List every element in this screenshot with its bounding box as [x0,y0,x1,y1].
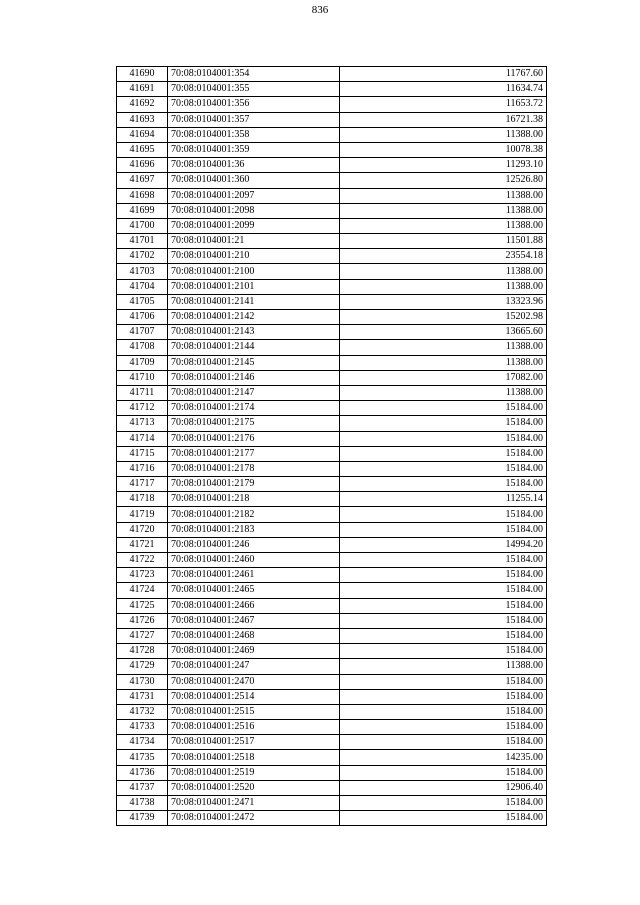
cadastral-number-cell: 70:08:0104001:355 [168,82,340,97]
table-row [117,537,547,552]
cadastral-value-cell: 15184.00 [340,796,547,811]
cadastral-number-cell: 70:08:0104001:2468 [168,628,340,643]
cadastral-value-cell: 15184.00 [340,674,547,689]
cadastral-number-cell: 70:08:0104001:2467 [168,613,340,628]
cadastral-value-cell: 14235.00 [340,750,547,765]
table-row [117,158,547,173]
cadastral-value-cell: 16721.38 [340,112,547,127]
row-number-cell: 41714 [117,431,168,446]
cadastral-number-cell: 70:08:0104001:2146 [168,370,340,385]
table-row [117,294,547,309]
row-number-cell: 41726 [117,613,168,628]
row-number-cell: 41722 [117,553,168,568]
cadastral-number-cell: 70:08:0104001:2466 [168,598,340,613]
cadastral-number-cell: 70:08:0104001:2141 [168,294,340,309]
row-number-cell: 41698 [117,188,168,203]
cadastral-value-cell: 15184.00 [340,583,547,598]
cadastral-value-cell: 15184.00 [340,598,547,613]
row-number-cell: 41724 [117,583,168,598]
row-number-cell: 41701 [117,234,168,249]
row-number-cell: 41725 [117,598,168,613]
cadastral-number-cell: 70:08:0104001:246 [168,537,340,552]
row-number-cell: 41697 [117,173,168,188]
table-row [117,780,547,795]
cadastral-value-cell: 15184.00 [340,477,547,492]
cadastral-number-cell: 70:08:0104001:2460 [168,553,340,568]
cadastral-value-cell: 15184.00 [340,568,547,583]
table-row [117,310,547,325]
cadastral-value-cell: 11388.00 [340,385,547,400]
table-row [117,583,547,598]
cadastral-number-cell: 70:08:0104001:357 [168,112,340,127]
table-row [117,507,547,522]
cadastral-value-cell: 11388.00 [340,264,547,279]
cadastral-number-cell: 70:08:0104001:2461 [168,568,340,583]
cadastral-value-cell: 15184.00 [340,644,547,659]
cadastral-value-cell: 10078.38 [340,142,547,157]
cadastral-value-cell: 15184.00 [340,401,547,416]
row-number-cell: 41692 [117,97,168,112]
row-number-cell: 41703 [117,264,168,279]
row-number-cell: 41690 [117,67,168,82]
cadastral-value-cell: 11388.00 [340,218,547,233]
table-row [117,142,547,157]
row-number-cell: 41695 [117,142,168,157]
table-row [117,234,547,249]
table-row [117,765,547,780]
table-row [117,279,547,294]
row-number-cell: 41731 [117,689,168,704]
cadastral-number-cell: 70:08:0104001:2472 [168,811,340,826]
cadastral-number-cell: 70:08:0104001:2144 [168,340,340,355]
cadastral-number-cell: 70:08:0104001:2520 [168,780,340,795]
cadastral-number-cell: 70:08:0104001:2517 [168,735,340,750]
table-row [117,97,547,112]
table-row [117,431,547,446]
cadastral-value-cell: 15202.98 [340,310,547,325]
table-row [117,203,547,218]
row-number-cell: 41723 [117,568,168,583]
cadastral-value-cell: 11388.00 [340,127,547,142]
table-row [117,249,547,264]
cadastral-number-cell: 70:08:0104001:2147 [168,385,340,400]
cadastral-value-cell: 15184.00 [340,461,547,476]
cadastral-value-cell: 15184.00 [340,765,547,780]
table-row [117,477,547,492]
table-row [117,416,547,431]
row-number-cell: 41727 [117,628,168,643]
table-row [117,173,547,188]
cadastral-value-cell: 15184.00 [340,522,547,537]
cadastral-value-cell: 11293.10 [340,158,547,173]
row-number-cell: 41736 [117,765,168,780]
table-row [117,522,547,537]
cadastral-value-cell: 15184.00 [340,704,547,719]
cadastral-number-cell: 70:08:0104001:2471 [168,796,340,811]
cadastral-number-cell: 70:08:0104001:2465 [168,583,340,598]
row-number-cell: 41706 [117,310,168,325]
cadastral-value-cell: 11388.00 [340,279,547,294]
cadastral-value-cell: 15184.00 [340,628,547,643]
cadastral-value-cell: 15184.00 [340,689,547,704]
row-number-cell: 41729 [117,659,168,674]
table-row [117,355,547,370]
table-row [117,689,547,704]
table-row [117,628,547,643]
cadastral-value-cell: 15184.00 [340,811,547,826]
table-row [117,720,547,735]
table-row [117,401,547,416]
cadastral-number-cell: 70:08:0104001:2175 [168,416,340,431]
cadastral-value-cell: 14994.20 [340,537,547,552]
table-row [117,659,547,674]
row-number-cell: 41715 [117,446,168,461]
cadastral-value-cell: 12526.80 [340,173,547,188]
table-row [117,704,547,719]
cadastral-value-cell: 11388.00 [340,355,547,370]
cadastral-value-cell: 11255.14 [340,492,547,507]
row-number-cell: 41720 [117,522,168,537]
row-number-cell: 41709 [117,355,168,370]
cadastral-value-cell: 23554.18 [340,249,547,264]
cadastral-number-cell: 70:08:0104001:2469 [168,644,340,659]
page-number: 836 [311,4,329,16]
table-row [117,492,547,507]
cadastral-number-cell: 70:08:0104001:21 [168,234,340,249]
cadastral-number-cell: 70:08:0104001:2098 [168,203,340,218]
table-row [117,112,547,127]
table-row [117,385,547,400]
cadastral-number-cell: 70:08:0104001:36 [168,158,340,173]
row-number-cell: 41719 [117,507,168,522]
cadastral-number-cell: 70:08:0104001:2182 [168,507,340,522]
cadastral-number-cell: 70:08:0104001:2470 [168,674,340,689]
table-row [117,446,547,461]
row-number-cell: 41734 [117,735,168,750]
row-number-cell: 41705 [117,294,168,309]
row-number-cell: 41694 [117,127,168,142]
row-number-cell: 41730 [117,674,168,689]
row-number-cell: 41716 [117,461,168,476]
row-number-cell: 41699 [117,203,168,218]
cadastral-value-cell: 15184.00 [340,613,547,628]
cadastral-number-cell: 70:08:0104001:2178 [168,461,340,476]
row-number-cell: 41721 [117,537,168,552]
cadastral-number-cell: 70:08:0104001:360 [168,173,340,188]
table-row [117,325,547,340]
cadastral-value-cell: 15184.00 [340,416,547,431]
cadastral-number-cell: 70:08:0104001:218 [168,492,340,507]
table-row [117,82,547,97]
cadastral-value-cell: 13665.60 [340,325,547,340]
cadastral-value-cell: 15184.00 [340,446,547,461]
cadastral-value-cell: 11388.00 [340,188,547,203]
table-row [117,340,547,355]
row-number-cell: 41732 [117,704,168,719]
row-number-cell: 41739 [117,811,168,826]
row-number-cell: 41728 [117,644,168,659]
cadastral-number-cell: 70:08:0104001:247 [168,659,340,674]
cadastral-number-cell: 70:08:0104001:2514 [168,689,340,704]
table-row [117,674,547,689]
cadastral-number-cell: 70:08:0104001:2177 [168,446,340,461]
cadastral-value-cell: 12906.40 [340,780,547,795]
cadastral-number-cell: 70:08:0104001:2101 [168,279,340,294]
cadastral-number-cell: 70:08:0104001:2179 [168,477,340,492]
row-number-cell: 41707 [117,325,168,340]
cadastral-number-cell: 70:08:0104001:2176 [168,431,340,446]
cadastral-number-cell: 70:08:0104001:2183 [168,522,340,537]
cadastral-number-cell: 70:08:0104001:2099 [168,218,340,233]
row-number-cell: 41693 [117,112,168,127]
table-row [117,553,547,568]
row-number-cell: 41735 [117,750,168,765]
cadastral-value-cell: 11653.72 [340,97,547,112]
cadastral-number-cell: 70:08:0104001:2518 [168,750,340,765]
table-body [117,67,547,826]
cadastral-value-cell: 15184.00 [340,507,547,522]
cadastral-number-cell: 70:08:0104001:2516 [168,720,340,735]
row-number-cell: 41712 [117,401,168,416]
cadastral-number-cell: 70:08:0104001:359 [168,142,340,157]
table-row [117,127,547,142]
table-row [117,750,547,765]
row-number-cell: 41718 [117,492,168,507]
row-number-cell: 41704 [117,279,168,294]
row-number-cell: 41737 [117,780,168,795]
cadastral-value-cell: 15184.00 [340,431,547,446]
cadastral-number-cell: 70:08:0104001:210 [168,249,340,264]
row-number-cell: 41691 [117,82,168,97]
table-row [117,218,547,233]
table-row [117,461,547,476]
row-number-cell: 41702 [117,249,168,264]
cadastral-value-cell: 11388.00 [340,340,547,355]
cadastral-number-cell: 70:08:0104001:2515 [168,704,340,719]
table-row [117,598,547,613]
cadastral-number-cell: 70:08:0104001:2145 [168,355,340,370]
row-number-cell: 41738 [117,796,168,811]
row-number-cell: 41733 [117,720,168,735]
row-number-cell: 41696 [117,158,168,173]
row-number-cell: 41710 [117,370,168,385]
cadastral-number-cell: 70:08:0104001:2142 [168,310,340,325]
cadastral-value-cell: 11767.60 [340,67,547,82]
cadastral-value-cell: 13323.96 [340,294,547,309]
table-row [117,568,547,583]
cadastral-number-cell: 70:08:0104001:354 [168,67,340,82]
cadastral-number-cell: 70:08:0104001:2100 [168,264,340,279]
row-number-cell: 41708 [117,340,168,355]
cadastral-value-cell: 11388.00 [340,203,547,218]
cadastral-value-cell: 15184.00 [340,720,547,735]
row-number-cell: 41711 [117,385,168,400]
cadastral-value-cell: 15184.00 [340,735,547,750]
table-row [117,735,547,750]
row-number-cell: 41713 [117,416,168,431]
table-row [117,264,547,279]
cadastral-number-cell: 70:08:0104001:358 [168,127,340,142]
cadastral-value-table [116,66,547,826]
cadastral-value-cell: 15184.00 [340,553,547,568]
row-number-cell: 41717 [117,477,168,492]
table-row [117,613,547,628]
cadastral-number-cell: 70:08:0104001:2174 [168,401,340,416]
table-row [117,188,547,203]
cadastral-number-cell: 70:08:0104001:2143 [168,325,340,340]
cadastral-value-cell: 11501.88 [340,234,547,249]
table-row [117,644,547,659]
cadastral-number-cell: 70:08:0104001:2519 [168,765,340,780]
table-row [117,370,547,385]
cadastral-value-cell: 17082.00 [340,370,547,385]
row-number-cell: 41700 [117,218,168,233]
cadastral-value-cell: 11388.00 [340,659,547,674]
cadastral-number-cell: 70:08:0104001:356 [168,97,340,112]
cadastral-value-cell: 11634.74 [340,82,547,97]
cadastral-number-cell: 70:08:0104001:2097 [168,188,340,203]
table-row [117,67,547,82]
table-row [117,796,547,811]
table-row [117,811,547,826]
